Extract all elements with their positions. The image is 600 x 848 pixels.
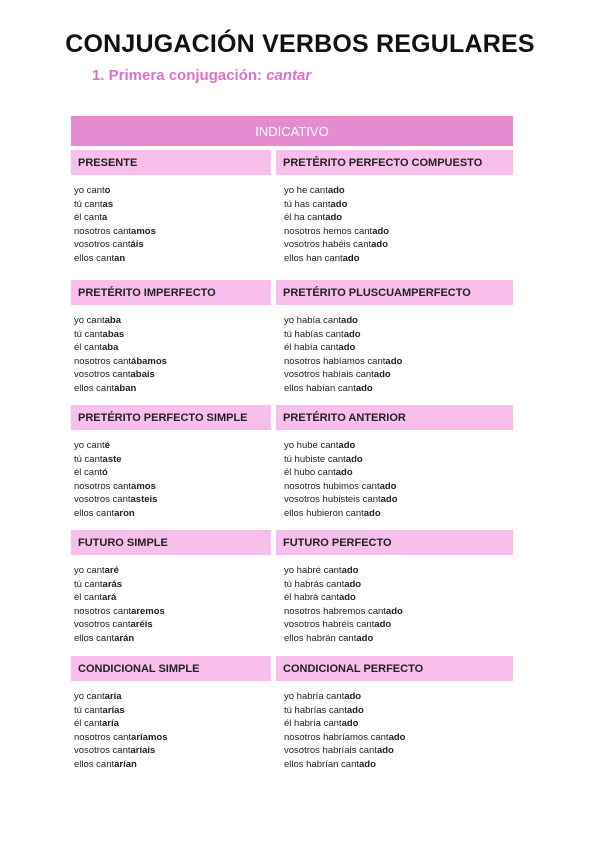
form-stem: ellos habrían cant xyxy=(284,758,359,770)
form-ending: aréis xyxy=(130,619,153,631)
conjugation-list-futuro-simple xyxy=(74,564,165,646)
conjugation-form xyxy=(284,252,389,266)
form-stem: vosotros cant xyxy=(74,239,131,251)
conjugation-form xyxy=(284,466,398,480)
form-ending: aste xyxy=(102,453,122,465)
conjugation-form xyxy=(74,618,165,632)
form-ending: ado xyxy=(373,369,391,381)
conjugation-form xyxy=(284,493,398,507)
form-ending: abais xyxy=(130,369,155,381)
conjugation-list-presente xyxy=(74,184,156,266)
form-stem: él habría cant xyxy=(284,718,342,730)
conjugation-form xyxy=(284,744,405,758)
form-stem: ellos cant xyxy=(74,382,115,394)
form-stem: tú cant xyxy=(74,578,103,590)
form-stem: nosotros cant xyxy=(74,225,132,237)
form-stem: ellos cant xyxy=(74,632,115,644)
form-ending: ado xyxy=(341,565,359,576)
form-stem: ellos habían cant xyxy=(284,382,356,394)
form-stem: ellos cant xyxy=(74,758,115,770)
conjugation-form xyxy=(284,731,405,745)
form-ending: ado xyxy=(344,578,362,590)
form-stem: vosotros habíais cant xyxy=(284,369,374,381)
form-ending: ado xyxy=(338,592,356,604)
form-ending: ado xyxy=(371,239,389,251)
form-stem: nosotros cant xyxy=(74,355,132,367)
conjugation-form xyxy=(284,184,389,198)
conjugation-list-futuro-perfecto xyxy=(284,564,403,646)
conjugation-form xyxy=(284,704,405,718)
form-ending: ado xyxy=(388,731,406,743)
form-ending: aban xyxy=(114,382,137,394)
form-ending: ado xyxy=(344,691,362,702)
mood-banner: INDICATIVO xyxy=(71,116,513,146)
form-stem: tú cant xyxy=(74,453,103,465)
form-stem: yo hube cant xyxy=(284,440,339,451)
conjugation-form xyxy=(284,578,403,592)
form-ending: ado xyxy=(330,198,348,210)
form-stem: él cant xyxy=(74,718,102,730)
conjugation-form xyxy=(284,341,402,355)
conjugation-form xyxy=(74,198,156,212)
form-ending: ado xyxy=(385,355,403,367)
form-ending: arás xyxy=(102,578,123,590)
form-ending: ado xyxy=(335,467,353,479)
form-stem: yo cant xyxy=(74,440,105,451)
conjugation-form xyxy=(284,439,398,453)
form-ending: as xyxy=(102,198,114,210)
form-ending: aré xyxy=(104,565,119,576)
conjugation-form xyxy=(74,382,167,396)
form-stem: tú hubiste cant xyxy=(284,453,346,465)
conjugation-form xyxy=(74,731,167,745)
conjugation-list-preterito-imperfecto xyxy=(74,314,167,396)
conjugation-form xyxy=(284,382,402,396)
form-ending: a xyxy=(102,212,108,224)
form-stem: vosotros cant xyxy=(74,494,131,506)
subtitle-verb: cantar xyxy=(266,67,312,84)
form-ending: arías xyxy=(102,704,125,716)
conjugation-form xyxy=(284,314,402,328)
conjugation-form xyxy=(284,453,398,467)
conjugation-form xyxy=(74,564,165,578)
form-ending: ado xyxy=(363,507,381,519)
form-ending: ado xyxy=(374,619,392,631)
form-stem: vosotros cant xyxy=(74,619,131,631)
conjugation-form xyxy=(74,238,156,252)
form-ending: ado xyxy=(379,480,397,492)
form-stem: nosotros cant xyxy=(74,480,132,492)
tense-header-condicional-perfecto: CONDICIONAL PERFECTO xyxy=(276,656,513,681)
form-ending: aba xyxy=(104,315,122,326)
conjugation-form xyxy=(284,225,389,239)
form-ending: asteis xyxy=(130,494,158,506)
tense-header-presente: PRESENTE xyxy=(71,150,271,175)
conjugation-form xyxy=(284,211,389,225)
form-stem: vosotros habéis cant xyxy=(284,239,372,251)
form-stem: tú has cant xyxy=(284,198,331,210)
conjugation-form xyxy=(74,314,167,328)
tense-header-preterito-perfecto-compuesto: PRETÉRITO PERFECTO COMPUESTO xyxy=(276,150,513,175)
form-ending: ado xyxy=(341,718,359,730)
form-ending: aríais xyxy=(130,745,156,757)
conjugation-list-condicional-simple xyxy=(74,690,167,772)
form-stem: tú cant xyxy=(74,328,103,340)
form-ending: ado xyxy=(343,328,361,340)
form-ending: ado xyxy=(338,342,356,354)
conjugation-form xyxy=(74,184,156,198)
form-ending: aría xyxy=(104,691,122,702)
conjugation-form xyxy=(74,591,165,605)
conjugation-list-condicional-perfecto xyxy=(284,690,405,772)
form-ending: é xyxy=(104,440,110,451)
form-ending: aríamos xyxy=(131,731,168,743)
conjugation-form xyxy=(74,704,167,718)
conjugation-form xyxy=(284,368,402,382)
form-stem: vosotros hubisteis cant xyxy=(284,494,381,506)
form-ending: ado xyxy=(376,745,394,757)
tense-header-condicional-simple: CONDICIONAL SIMPLE xyxy=(71,656,271,681)
form-ending: ado xyxy=(327,185,345,196)
form-ending: arán xyxy=(114,632,135,644)
conjugation-form xyxy=(284,564,403,578)
form-stem: yo habría cant xyxy=(284,691,345,702)
form-ending: amos xyxy=(131,225,156,237)
tense-header-futuro-simple: FUTURO SIMPLE xyxy=(71,530,271,555)
tense-header-preterito-perfecto-simple: PRETÉRITO PERFECTO SIMPLE xyxy=(71,405,271,430)
conjugation-form xyxy=(74,355,167,369)
form-stem: yo había cant xyxy=(284,315,342,326)
conjugation-form xyxy=(74,744,167,758)
conjugation-form xyxy=(284,328,402,342)
conjugation-form xyxy=(284,480,398,494)
form-ending: aremos xyxy=(131,605,165,617)
conjugation-list-preterito-perfecto-compuesto xyxy=(284,184,389,266)
form-stem: yo cant xyxy=(74,565,105,576)
form-ending: an xyxy=(114,252,126,264)
conjugation-form xyxy=(74,439,157,453)
conjugation-form xyxy=(284,717,405,731)
conjugation-form xyxy=(284,618,403,632)
conjugation-form xyxy=(74,758,167,772)
conjugation-form xyxy=(74,211,156,225)
form-stem: vosotros cant xyxy=(74,369,131,381)
form-ending: ado xyxy=(356,632,374,644)
form-stem: él había cant xyxy=(284,342,339,354)
form-ending: amos xyxy=(131,480,156,492)
conjugation-form xyxy=(284,198,389,212)
form-ending: aron xyxy=(114,507,135,519)
tense-header-futuro-perfecto: FUTURO PERFECTO xyxy=(276,530,513,555)
form-stem: yo cant xyxy=(74,315,105,326)
form-ending: ará xyxy=(102,592,117,604)
form-stem: vosotros habríais cant xyxy=(284,745,377,757)
conjugation-form xyxy=(74,480,157,494)
form-stem: nosotros habíamos cant xyxy=(284,355,386,367)
form-stem: nosotros cant xyxy=(74,731,132,743)
conjugation-form xyxy=(74,368,167,382)
form-ending: ado xyxy=(342,252,360,264)
conjugation-form xyxy=(74,252,156,266)
form-stem: ellos habrán cant xyxy=(284,632,357,644)
conjugation-form xyxy=(74,690,167,704)
form-ending: ado xyxy=(341,315,358,326)
form-stem: ellos cant xyxy=(74,507,115,519)
form-stem: yo cant xyxy=(74,691,105,702)
form-stem: ellos hubieron cant xyxy=(284,507,364,519)
form-stem: vosotros habréis cant xyxy=(284,619,375,631)
form-stem: él cant xyxy=(74,592,102,604)
conjugation-form xyxy=(284,355,402,369)
conjugation-list-preterito-anterior xyxy=(284,439,398,521)
form-ending: aría xyxy=(102,718,119,730)
form-stem: yo habré cant xyxy=(284,565,342,576)
form-stem: nosotros hemos cant xyxy=(284,225,373,237)
form-ending: ábamos xyxy=(131,355,167,367)
form-ending: áis xyxy=(130,239,144,251)
form-ending: abas xyxy=(102,328,125,340)
conjugation-form xyxy=(74,466,157,480)
subtitle-prefix: 1. Primera conjugación: xyxy=(92,67,267,84)
form-stem: ellos cant xyxy=(74,252,115,264)
form-stem: ellos han cant xyxy=(284,252,343,264)
form-stem: nosotros cant xyxy=(74,605,132,617)
conjugation-form xyxy=(284,591,403,605)
form-ending: ado xyxy=(346,704,364,716)
form-stem: él ha cant xyxy=(284,212,326,224)
conjugation-form xyxy=(74,341,167,355)
tense-header-preterito-imperfecto: PRETÉRITO IMPERFECTO xyxy=(71,280,271,305)
form-stem: vosotros cant xyxy=(74,745,131,757)
conjugation-form xyxy=(74,605,165,619)
form-stem: tú habrías cant xyxy=(284,704,347,716)
conjugation-form xyxy=(74,717,167,731)
conjugation-list-preterito-pluscuamperfecto xyxy=(284,314,402,396)
form-stem: él hubo cant xyxy=(284,467,336,479)
form-ending: ado xyxy=(345,453,363,465)
form-ending: aba xyxy=(102,342,119,354)
conjugation-form xyxy=(284,632,403,646)
conjugation-form xyxy=(284,238,389,252)
form-ending: o xyxy=(104,185,111,196)
form-stem: tú habías cant xyxy=(284,328,344,340)
form-stem: nosotros hubimos cant xyxy=(284,480,380,492)
section-subtitle xyxy=(92,67,311,84)
conjugation-form xyxy=(74,225,156,239)
form-ending: ado xyxy=(355,382,373,394)
conjugation-form xyxy=(74,632,165,646)
form-ending: ado xyxy=(325,212,343,224)
conjugation-form xyxy=(74,578,165,592)
form-stem: él habrá cant xyxy=(284,592,339,604)
conjugation-form xyxy=(284,507,398,521)
form-ending: ado xyxy=(380,494,398,506)
form-stem: yo cant xyxy=(74,185,105,196)
page-title: CONJUGACIÓN VERBOS REGULARES xyxy=(65,30,535,58)
form-ending: ado xyxy=(372,225,390,237)
form-stem: tú cant xyxy=(74,198,103,210)
conjugation-form xyxy=(74,453,157,467)
form-ending: ó xyxy=(102,467,108,479)
conjugation-form xyxy=(284,758,405,772)
conjugation-form xyxy=(74,493,157,507)
form-stem: él cant xyxy=(74,212,102,224)
form-stem: nosotros habremos cant xyxy=(284,605,386,617)
tense-header-preterito-pluscuamperfecto: PRETÉRITO PLUSCUAMPERFECTO xyxy=(276,280,513,305)
form-stem: tú habrás cant xyxy=(284,578,345,590)
form-ending: arían xyxy=(114,758,137,770)
form-stem: él cant xyxy=(74,467,102,479)
conjugation-form xyxy=(74,507,157,521)
form-stem: yo he cant xyxy=(284,185,328,196)
form-stem: nosotros habríamos cant xyxy=(284,731,389,743)
form-ending: ado xyxy=(359,758,376,770)
conjugation-form xyxy=(284,605,403,619)
tense-header-preterito-anterior: PRETÉRITO ANTERIOR xyxy=(276,405,513,430)
form-stem: él cant xyxy=(74,342,102,354)
form-ending: ado xyxy=(338,440,356,451)
conjugation-form xyxy=(284,690,405,704)
form-ending: ado xyxy=(385,605,403,617)
conjugation-form xyxy=(74,328,167,342)
conjugation-list-preterito-perfecto-simple xyxy=(74,439,157,521)
form-stem: tú cant xyxy=(74,704,103,716)
